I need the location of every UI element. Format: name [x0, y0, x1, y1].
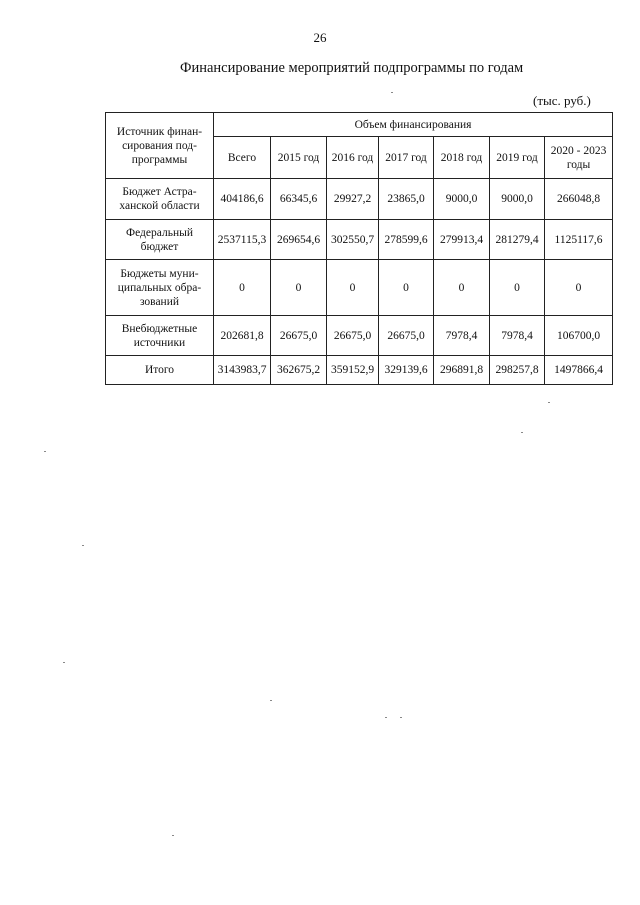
- table-cell: 26675,0: [271, 316, 327, 356]
- table-cell: 3143983,7: [214, 356, 271, 385]
- table-cell: 0: [379, 260, 434, 316]
- table-cell: 7978,4: [490, 316, 545, 356]
- scan-speck: [385, 717, 387, 718]
- funding-table: [105, 112, 613, 385]
- table-cell: 302550,7: [327, 220, 379, 260]
- table-cell: 278599,6: [379, 220, 434, 260]
- scan-speck: [391, 92, 393, 93]
- table-cell: 26675,0: [327, 316, 379, 356]
- table-cell: 0: [214, 260, 271, 316]
- table-cell: 29927,2: [327, 179, 379, 220]
- row-label: Федеральный бюджет: [106, 220, 214, 260]
- column-header: 2018 год: [434, 137, 490, 179]
- table-cell: 359152,9: [327, 356, 379, 385]
- row-label: Бюджет Астра-ханской области: [106, 179, 214, 220]
- table-cell: 281279,4: [490, 220, 545, 260]
- table-cell: 269654,6: [271, 220, 327, 260]
- table-cell: 26675,0: [379, 316, 434, 356]
- column-header: 2020 - 2023 годы: [545, 137, 613, 179]
- table-cell: 0: [327, 260, 379, 316]
- row-label: Итого: [106, 356, 214, 385]
- table-cell: 298257,8: [490, 356, 545, 385]
- column-header: 2019 год: [490, 137, 545, 179]
- table-cell: 23865,0: [379, 179, 434, 220]
- table-cell: 1497866,4: [545, 356, 613, 385]
- table-cell: 279913,4: [434, 220, 490, 260]
- table-cell: 0: [271, 260, 327, 316]
- table-cell: 9000,0: [490, 179, 545, 220]
- table-cell: 2537115,3: [214, 220, 271, 260]
- table-cell: 202681,8: [214, 316, 271, 356]
- scan-speck: [63, 662, 65, 663]
- column-header: Всего: [214, 137, 271, 179]
- source-header: Источник финан-сирования под-программы: [106, 113, 214, 179]
- table-cell: 0: [545, 260, 613, 316]
- scan-speck: [400, 717, 402, 718]
- scan-speck: [44, 451, 46, 452]
- table-cell: 0: [434, 260, 490, 316]
- row-label: Внебюджетные источники: [106, 316, 214, 356]
- document-title: Финансирование мероприятий подпрограммы по годам: [180, 60, 524, 76]
- volume-header: Объем финансирования: [214, 113, 613, 137]
- row-label: Бюджеты муни-ципальных обра-зований: [106, 260, 214, 316]
- table-cell: 404186,6: [214, 179, 271, 220]
- column-header: 2017 год: [379, 137, 434, 179]
- scan-speck: [172, 835, 174, 836]
- table-cell: 7978,4: [434, 316, 490, 356]
- table-cell: 1125117,6: [545, 220, 613, 260]
- table-row: [106, 220, 613, 260]
- table-cell: 9000,0: [434, 179, 490, 220]
- scan-speck: [82, 545, 84, 546]
- total-row: [106, 356, 613, 385]
- table-cell: 362675,2: [271, 356, 327, 385]
- page-number: 26: [313, 30, 327, 45]
- table-cell: 0: [490, 260, 545, 316]
- scan-speck: [548, 402, 550, 403]
- table-cell: 106700,0: [545, 316, 613, 356]
- table-row: [106, 260, 613, 316]
- table-cell: 266048,8: [545, 179, 613, 220]
- table-row: [106, 179, 613, 220]
- table-cell: 296891,8: [434, 356, 490, 385]
- table-row: [106, 316, 613, 356]
- column-header: 2015 год: [271, 137, 327, 179]
- table-cell: 329139,6: [379, 356, 434, 385]
- table-cell: 66345,6: [271, 179, 327, 220]
- scan-speck: [270, 700, 272, 701]
- scan-speck: [521, 432, 523, 433]
- header-row-1: [106, 113, 613, 137]
- units-label: (тыс. руб.): [533, 93, 591, 108]
- column-header: 2016 год: [327, 137, 379, 179]
